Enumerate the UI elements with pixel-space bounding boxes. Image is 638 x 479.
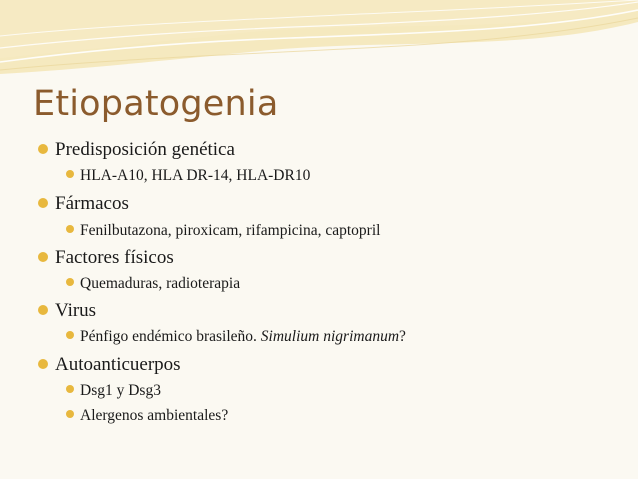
item-label: Autoanticuerpos [55,354,181,375]
sub-list-item [66,221,380,241]
item-label: Predisposición genética [55,139,235,160]
sub-list-item [66,406,228,426]
sub-item-label: Dsg1 y Dsg3 [80,382,161,399]
bullet-icon [66,385,74,393]
slide-title: Etiopatogenia [33,84,279,124]
list-item [38,246,174,270]
species-name: Simulium nigrimanum [260,328,400,345]
sub-item-label: Fenilbutazona, piroxicam, rifampicina, captopril [80,222,381,239]
sub-list-item [66,274,240,294]
bullet-icon [66,170,74,178]
sub-list-item [66,381,161,401]
list-item [38,138,235,162]
sub-list-item [66,327,406,347]
bullet-icon [38,305,48,315]
bullet-icon [66,410,74,418]
sub-item-label: HLA-A10, HLA DR-14, HLA-DR10 [80,167,311,184]
list-item [38,192,129,216]
list-item [38,299,96,323]
sub-item-prefix: Pénfigo endémico brasileño. [80,328,261,345]
bullet-icon [38,144,48,154]
bullet-icon [38,198,48,208]
item-label: Virus [55,300,97,321]
list-item [38,353,181,377]
bullet-icon [66,225,74,233]
bullet-icon [66,278,74,286]
item-label: Factores físicos [55,247,174,268]
sub-item-label: Quemaduras, radioterapia [80,275,241,292]
sub-item-label: Alergenos ambientales? [80,407,229,424]
bullet-icon [38,252,48,262]
bullet-icon [66,331,74,339]
bullet-icon [38,359,48,369]
sub-list-item [66,166,310,186]
item-label: Fármacos [55,193,129,214]
sub-item-suffix: ? [399,328,406,345]
